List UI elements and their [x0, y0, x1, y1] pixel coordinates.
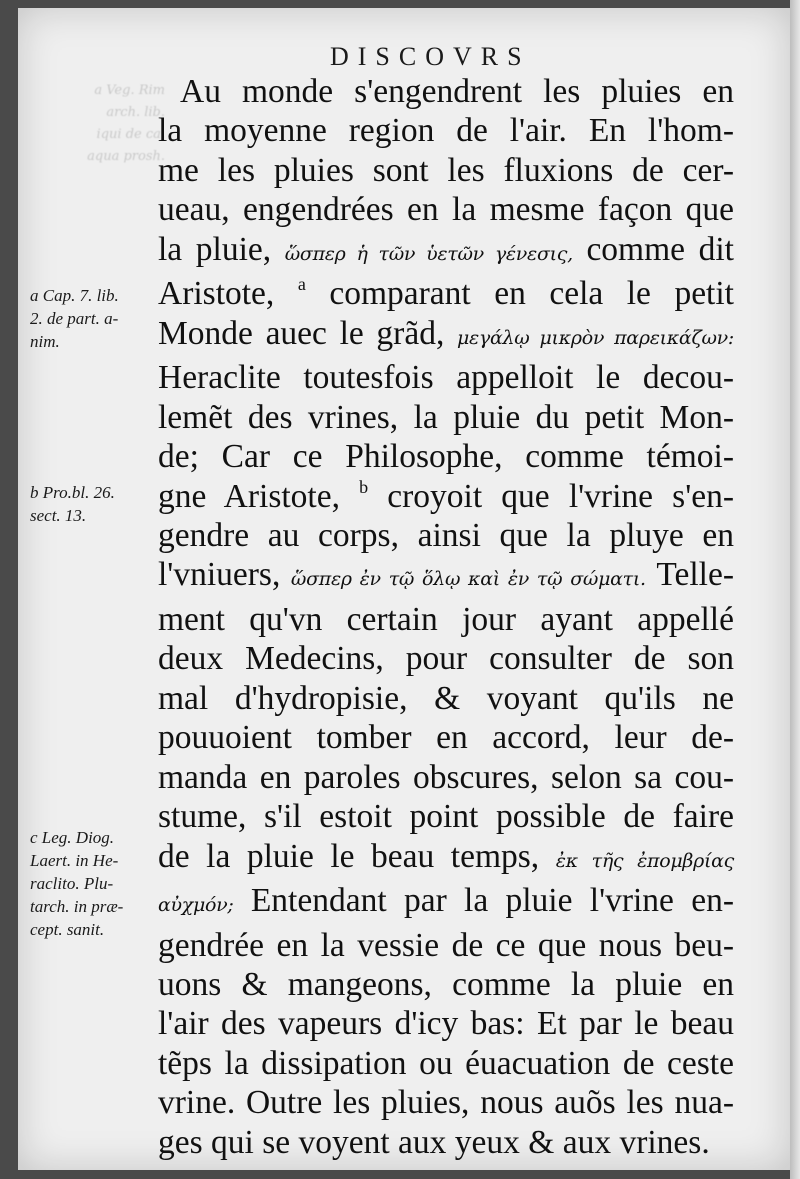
text-line — [158, 111, 734, 150]
text-segment: l'vniuers, — [158, 556, 291, 594]
text-segment: me les pluies sont les fluxions de cer- — [158, 151, 734, 189]
text-segment: deux Medecins, pour consulter de son — [158, 640, 734, 678]
text-segment: comparant en cela le petit — [305, 275, 734, 313]
text-line — [158, 600, 734, 639]
text-line — [158, 965, 734, 1004]
text-line — [158, 437, 734, 476]
text-segment: tẽps la dissipation ou éuacuation de ceste — [158, 1044, 734, 1082]
marginal-note-line: b Pro.bl. 26. — [30, 483, 115, 502]
marginal-note-b — [30, 481, 158, 527]
marginal-note-line: a Cap. 7. lib. — [30, 286, 119, 305]
text-line — [158, 555, 734, 599]
text-line — [158, 1004, 734, 1043]
text-segment: stume, s'il estoit point possible de faire — [158, 798, 734, 836]
greek-quotation: ὥσπερ ἡ τῶν ὑετῶν γένεσις, — [284, 242, 573, 265]
marginal-note-line: Laert. in He- — [30, 851, 119, 870]
text-segment: gne Aristote, — [158, 477, 360, 515]
text-line — [158, 230, 734, 274]
text-segment: la moyenne region de l'air. En l'hom- — [158, 112, 734, 150]
marginal-note-line: cept. sanit. — [30, 920, 105, 939]
text-line — [158, 881, 734, 925]
text-line — [158, 1044, 734, 1083]
greek-quotation: μεγάλῳ μικρὸν παρεικάζων: — [456, 326, 734, 349]
running-head: DISCOVRS — [330, 42, 531, 71]
text-segment: manda en paroles obscures, selon sa cou- — [158, 758, 734, 796]
text-segment: vrine. Outre les pluies, nous auõs les nua- — [158, 1084, 734, 1122]
marginal-note-line: 2. de part. a- — [30, 309, 119, 328]
text-segment: gendre au corps, ainsi que la pluye en — [158, 516, 734, 554]
text-segment: croyoit que l'vrine s'en- — [368, 477, 734, 515]
text-segment: Entendant par la pluie l'vrine en- — [233, 882, 734, 920]
text-line — [158, 679, 734, 718]
text-line — [158, 1083, 734, 1122]
text-line — [158, 477, 734, 516]
text-segment: Au monde s'engendrent les pluies en — [180, 73, 734, 110]
text-segment: la pluie, — [158, 230, 285, 268]
marginal-note-c — [30, 826, 158, 941]
text-line — [158, 190, 734, 229]
page-edge — [790, 0, 800, 1179]
text-line — [158, 516, 734, 555]
bleed-line: iqui de ca. — [96, 127, 165, 142]
text-line — [158, 837, 734, 881]
text-segment: uons & mangeons, comme la pluie en — [158, 965, 734, 1003]
text-segment: pouuoient tomber en accord, leur de- — [158, 719, 734, 757]
body-text — [158, 72, 734, 1162]
text-segment: Monde auec le grãd, — [158, 314, 457, 352]
text-line — [158, 358, 734, 397]
text-segment: Heraclite toutesfois appelloit le decou- — [158, 359, 734, 397]
note-reference: a — [297, 274, 306, 295]
bleed-line: aqua prosh. — [87, 149, 165, 164]
text-segment: Aristote, — [158, 275, 298, 313]
text-segment: de la pluie le beau temps, — [158, 837, 556, 875]
bleed-line: a Veg. Rim — [94, 83, 165, 98]
marginal-note-line: nim. — [30, 332, 60, 351]
text-segment: ueau, engendrées en la mesme façon que — [158, 191, 734, 229]
text-segment: ment qu'vn certain jour ayant appellé — [158, 600, 734, 638]
text-line — [158, 151, 734, 190]
text-segment: de; Car ce Philosophe, comme témoi- — [158, 438, 734, 476]
text-line — [158, 718, 734, 757]
bleed-line: arch. lib. — [106, 105, 165, 120]
note-reference: b — [359, 476, 369, 497]
greek-quotation: αὐχμόν; — [158, 894, 234, 917]
bleed-through-text — [70, 80, 165, 168]
text-segment: lemẽt des vrines, la pluie du petit Mon- — [158, 398, 734, 436]
text-line — [158, 398, 734, 437]
greek-quotation: ὥσπερ ἐν τῷ ὅλῳ καὶ ἐν τῷ σώματι. — [290, 568, 646, 591]
text-line — [158, 797, 734, 836]
text-line — [158, 1123, 734, 1162]
marginal-note-a — [30, 284, 158, 353]
text-line — [158, 926, 734, 965]
text-segment: gendrée en la vessie de ce que nous beu- — [158, 926, 734, 964]
greek-quotation: ἐκ τῆς ἐπομβρίας — [555, 849, 734, 872]
text-segment: l'air des vapeurs d'icy bas: Et par le beau — [158, 1005, 734, 1043]
text-line — [158, 72, 734, 111]
text-line — [158, 639, 734, 678]
marginal-note-line: tarch. in præ- — [30, 897, 124, 916]
text-line — [158, 314, 734, 358]
marginal-note-line: c Leg. Diog. — [30, 828, 115, 847]
text-segment: Telle- — [645, 556, 734, 594]
text-segment: comme dit — [572, 230, 734, 268]
text-segment: mal d'hydropisie, & voyant qu'ils ne — [158, 679, 734, 717]
marginal-note-line: raclito. Plu- — [30, 874, 114, 893]
text-line — [158, 758, 734, 797]
marginal-note-line: sect. 13. — [30, 506, 87, 525]
text-segment: ges qui se voyent aux yeux & aux vrines. — [158, 1123, 710, 1161]
text-line — [158, 274, 734, 313]
